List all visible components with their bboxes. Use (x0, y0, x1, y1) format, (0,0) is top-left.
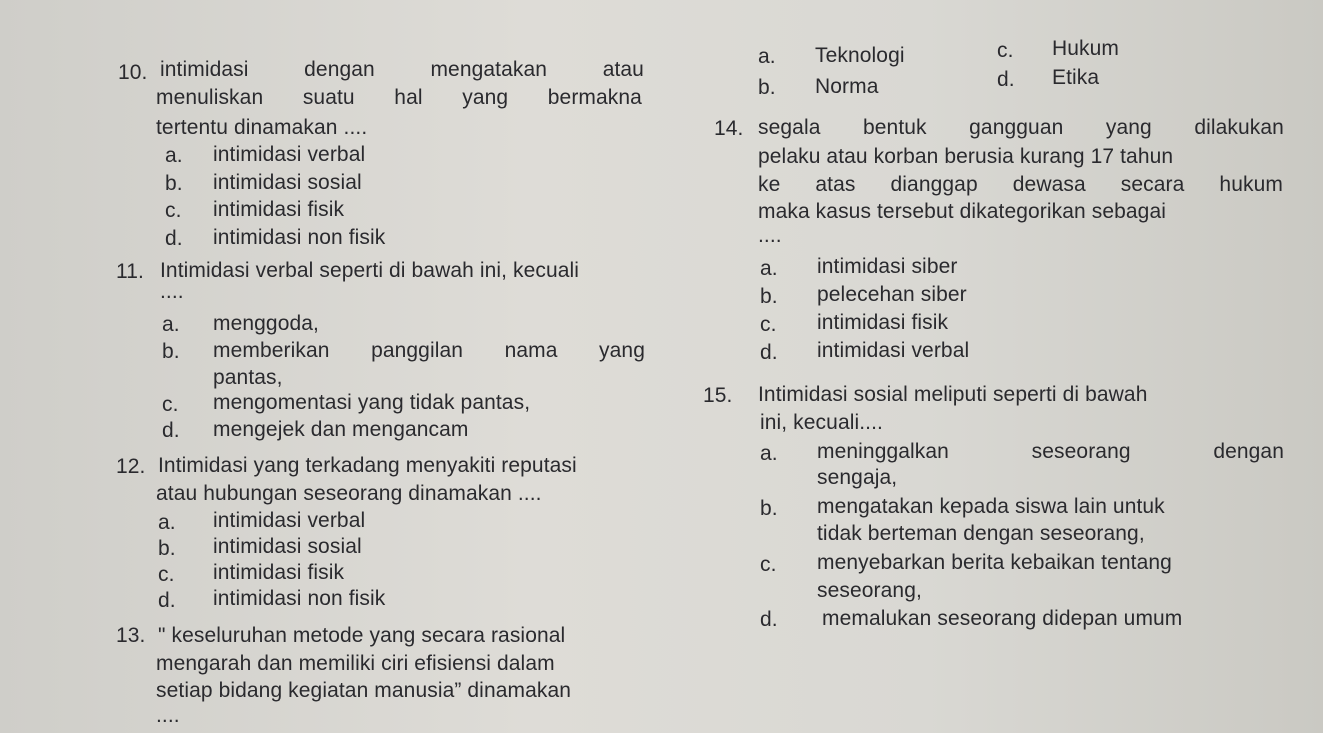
word: bentuk (862, 116, 927, 139)
q14-option-c-letter: c. (760, 313, 777, 336)
q13-number: 13. (116, 624, 146, 647)
q12-option-d-letter: d. (158, 589, 176, 612)
q14-option-a-letter: a. (760, 257, 778, 280)
q11-option-c-text: mengomentasi yang tidak pantas, (213, 391, 531, 414)
q14-option-a-text: intimidasi siber (817, 255, 958, 278)
word: suatu (302, 86, 355, 109)
q12-option-b-letter: b. (158, 537, 176, 560)
word: memberikan (213, 339, 330, 362)
q15-option-c-line2: seseorang, (817, 579, 922, 602)
q12-line1: Intimidasi yang terkadang menyakiti reputasi (158, 454, 577, 477)
q13-option-a-letter: a. (758, 45, 776, 68)
q10-option-a-letter: a. (165, 144, 183, 167)
q13-option-d-text: Etika (1052, 66, 1100, 89)
q12-option-c-letter: c. (158, 563, 175, 586)
q10-line3: tertentu dinamakan .... (156, 116, 368, 139)
word: menuliskan (156, 86, 264, 109)
q14-number: 14. (714, 117, 744, 140)
q15-number: 15. (703, 384, 733, 407)
q11-option-a-text: menggoda, (213, 312, 319, 335)
q13-option-c-text: Hukum (1052, 37, 1120, 60)
word: segala (758, 116, 821, 139)
q15-option-c-line1: menyebarkan berita kebaikan tentang (817, 551, 1172, 574)
q12-line2: atau hubungan seseorang dinamakan .... (156, 482, 542, 505)
word: atau (602, 58, 644, 81)
q10-option-c-letter: c. (165, 199, 182, 222)
q14-option-d-text: intimidasi verbal (817, 339, 970, 362)
q15-option-d-letter: d. (760, 608, 778, 631)
q15-option-d-text: memalukan seseorang didepan umum (822, 607, 1183, 630)
q13-line1: " keseluruhan metode yang secara rasional (158, 624, 566, 647)
q12-option-a-text: intimidasi verbal (213, 509, 366, 532)
q10-number: 10. (118, 61, 148, 84)
q10-option-d-letter: d. (165, 227, 183, 250)
q14-option-b-letter: b. (760, 285, 778, 308)
q15-option-b-letter: b. (760, 497, 778, 520)
word: secara (1120, 173, 1185, 196)
q11-option-c-letter: c. (162, 393, 179, 416)
q11-number: 11. (116, 260, 144, 283)
q13-option-c-letter: c. (997, 39, 1014, 62)
q15-option-b-line1: mengatakan kepada siswa lain untuk (817, 495, 1165, 518)
q11-option-b-line1 (213, 339, 645, 363)
q12-option-b-text: intimidasi sosial (213, 535, 362, 558)
q15-option-c-letter: c. (760, 553, 777, 576)
q13-option-a-text: Teknologi (815, 44, 905, 67)
word: panggilan (371, 339, 464, 362)
q15-line2: ini, kecuali.... (760, 411, 883, 434)
word: nama (504, 339, 558, 362)
word: bermakna (547, 86, 642, 109)
word: ke (758, 173, 781, 196)
q15-option-a-line2: sengaja, (817, 466, 898, 489)
q15-option-b-line2: tidak berteman dengan seseorang, (817, 522, 1145, 545)
q12-option-a-letter: a. (158, 511, 176, 534)
q11-line1: Intimidasi verbal seperti di bawah ini, kecuali (160, 259, 580, 282)
word: dengan (1213, 440, 1284, 463)
q11-option-d-text: mengejek dan mengancam (213, 418, 469, 441)
q15-line1: Intimidasi sosial meliputi seperti di bawah (758, 383, 1148, 406)
word: yang (462, 86, 509, 109)
q14-line5: .... (758, 224, 782, 247)
q11-option-d-letter: d. (162, 419, 180, 442)
q13-line3: setiap bidang kegiatan manusia” dinamakan (156, 679, 572, 702)
word: mengatakan (430, 58, 548, 81)
word: yang (599, 339, 645, 362)
word: hukum (1219, 173, 1283, 196)
q10-option-d-text: intimidasi non fisik (213, 226, 386, 249)
q12-number: 12. (116, 455, 146, 478)
q13-option-b-letter: b. (758, 76, 776, 99)
word: atas (815, 173, 856, 196)
q10-line2 (156, 86, 642, 110)
word: dewasa (1012, 173, 1086, 196)
q14-line4: maka kasus tersebut dikategorikan sebagai (758, 200, 1167, 223)
word: seseorang (1031, 440, 1131, 463)
q13-option-b-text: Norma (815, 75, 879, 98)
q13-line4: .... (156, 704, 180, 727)
q14-line3 (758, 173, 1283, 197)
q15-option-a-line1 (817, 440, 1284, 464)
q10-option-c-text: intimidasi fisik (213, 198, 345, 221)
q10-option-a-text: intimidasi verbal (213, 143, 366, 166)
q11-option-a-letter: a. (162, 313, 180, 336)
q11-line2: .... (160, 280, 184, 303)
word: gangguan (969, 116, 1064, 139)
q14-line1 (758, 116, 1284, 140)
q11-option-b-letter: b. (162, 340, 180, 363)
q14-option-b-text: pelecehan siber (817, 283, 967, 306)
word: intimidasi (160, 58, 249, 81)
word: dengan (304, 58, 375, 81)
word: yang (1105, 116, 1152, 139)
q13-option-d-letter: d. (997, 68, 1015, 91)
word: hal (394, 86, 423, 109)
word: dianggap (890, 173, 978, 196)
q10-option-b-text: intimidasi sosial (213, 171, 362, 194)
q14-line2: pelaku atau korban berusia kurang 17 tahun (758, 145, 1174, 168)
word: meninggalkan (817, 440, 949, 463)
q12-option-c-text: intimidasi fisik (213, 561, 345, 584)
word: dilakukan (1194, 116, 1284, 139)
q15-option-a-letter: a. (760, 442, 778, 465)
q14-option-c-text: intimidasi fisik (817, 311, 949, 334)
q10-option-b-letter: b. (165, 172, 183, 195)
q12-option-d-text: intimidasi non fisik (213, 587, 386, 610)
q11-option-b-line2: pantas, (213, 366, 283, 389)
q14-option-d-letter: d. (760, 341, 778, 364)
q13-line2: mengarah dan memiliki ciri efisiensi dalam (156, 652, 555, 675)
q10-line1 (160, 58, 644, 82)
